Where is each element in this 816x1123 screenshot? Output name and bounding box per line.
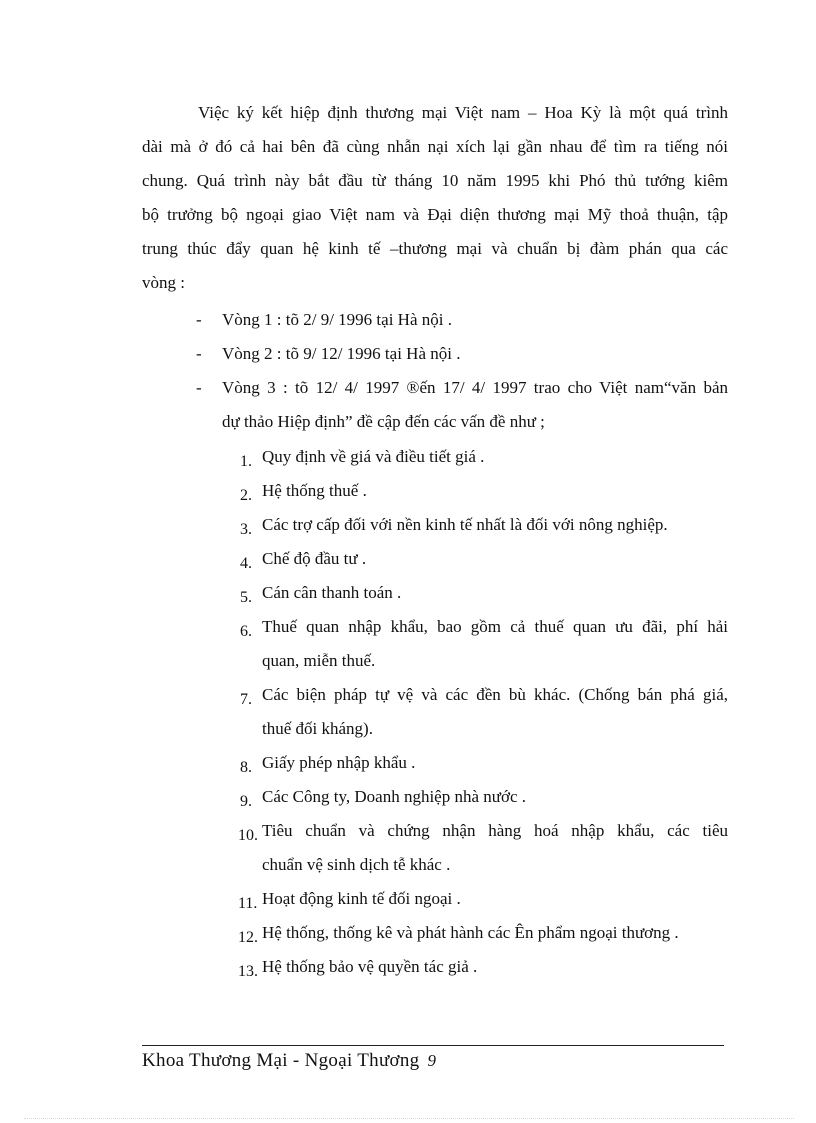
- intro-line: vòng :: [142, 273, 185, 292]
- round-line: Vòng 3 : tõ 12/ 4/ 1997 ®ến 17/ 4/ 1997 trao cho Việt nam“văn bản: [222, 378, 728, 397]
- intro-line: Việc ký kết hiệp định thương mại Việt nam – Hoa Kỳ là một quá trình: [198, 103, 728, 122]
- issue-line: Các biện pháp tự vệ và các đền bù khác. (Chống bán phá giá,: [262, 685, 728, 704]
- issue-line: thuế đối kháng).: [262, 719, 373, 738]
- dash-bullet: -: [196, 378, 202, 397]
- issue-number: 5.: [240, 589, 252, 606]
- issue-number: 7.: [240, 691, 252, 708]
- issue-line: chuẩn vệ sinh dịch tễ khác .: [262, 855, 451, 874]
- issue-line: Tiêu chuẩn và chứng nhận hàng hoá nhập khẩu, các tiêu: [262, 821, 728, 840]
- round-item: [142, 303, 728, 337]
- issue-item: [238, 474, 728, 508]
- issue-line: Cán cân thanh toán .: [262, 583, 402, 602]
- issue-number: 4.: [240, 555, 252, 572]
- issue-number: 8.: [240, 759, 252, 776]
- issue-item: [238, 678, 728, 746]
- issue-number: 13.: [238, 963, 258, 980]
- round-line: dự thảo Hiệp định” đề cập đến các vấn đề như ;: [222, 412, 545, 431]
- issue-line: Các trợ cấp đối với nền kinh tế nhất là đối với nông nghiệp.: [262, 515, 668, 534]
- issue-item: [238, 610, 728, 678]
- issue-number: 2.: [240, 487, 252, 504]
- dash-bullet: -: [196, 310, 202, 329]
- page-number: 9: [427, 1051, 437, 1070]
- round-line: Vòng 1 : tõ 2/ 9/ 1996 tại Hà nội .: [222, 310, 452, 329]
- issue-number: 1.: [240, 453, 252, 470]
- issue-line: quan, miễn thuế.: [262, 651, 376, 670]
- issue-item: [238, 508, 728, 542]
- round-line: Vòng 2 : tõ 9/ 12/ 1996 tại Hà nội .: [222, 344, 461, 363]
- intro-line: dài mà ở đó cả hai bên đã cùng nhẫn nại xích lại gần nhau để tìm ra tiếng nói: [142, 137, 728, 156]
- negotiation-rounds-list: [142, 303, 728, 439]
- issue-item: [238, 576, 728, 610]
- issue-item: [238, 814, 728, 882]
- issue-item: [238, 882, 728, 916]
- intro-line: trung thúc đẩy quan hệ kinh tế –thương mại và chuẩn bị đàm phán qua các: [142, 239, 728, 258]
- issue-number: 9.: [240, 793, 252, 810]
- issue-item: [238, 780, 728, 814]
- intro-line: bộ trưởng bộ ngoại giao Việt nam và Đại diện thương mại Mỹ thoả thuận, tập: [142, 205, 728, 224]
- round-item: [142, 337, 728, 371]
- issue-number: 12.: [238, 929, 258, 946]
- issue-number: 3.: [240, 521, 252, 538]
- issue-line: Quy định về giá và điều tiết giá .: [262, 447, 485, 466]
- issue-number: 11.: [238, 895, 258, 912]
- dash-bullet: -: [196, 344, 202, 363]
- page-bottom-dotted-line: [24, 1118, 794, 1119]
- footer-text: Khoa Thương Mại - Ngoại Thương: [142, 1050, 420, 1071]
- issue-line: Hệ thống, thống kê và phát hành các Ên phẩm ngoại thương .: [262, 923, 679, 942]
- issue-line: Chế độ đầu tư .: [262, 549, 367, 568]
- issue-line: Giấy phép nhập khẩu .: [262, 753, 416, 772]
- intro-paragraph: [142, 96, 728, 300]
- issue-line: Hệ thống thuế .: [262, 481, 367, 500]
- page-footer: [142, 1047, 436, 1075]
- issue-line: Hoạt động kinh tế đối ngoại .: [262, 889, 461, 908]
- footer-rule: [142, 1045, 724, 1046]
- issue-number: 10.: [238, 827, 258, 844]
- issue-line: Thuế quan nhập khẩu, bao gồm cả thuế quan ưu đãi, phí hải: [262, 617, 728, 636]
- issue-item: [238, 950, 728, 984]
- issue-item: [238, 746, 728, 780]
- issue-item: [238, 440, 728, 474]
- issue-line: Các Công ty, Doanh nghiệp nhà nước .: [262, 787, 527, 806]
- intro-line: chung. Quá trình này bắt đầu từ tháng 10 năm 1995 khi Phó thủ tướng kiêm: [142, 171, 728, 190]
- issue-line: Hệ thống bảo vệ quyền tác giả .: [262, 957, 478, 976]
- issue-item: [238, 916, 728, 950]
- issue-number: 6.: [240, 623, 252, 640]
- issue-item: [238, 542, 728, 576]
- round-item: [142, 371, 728, 439]
- issues-list: [238, 440, 728, 984]
